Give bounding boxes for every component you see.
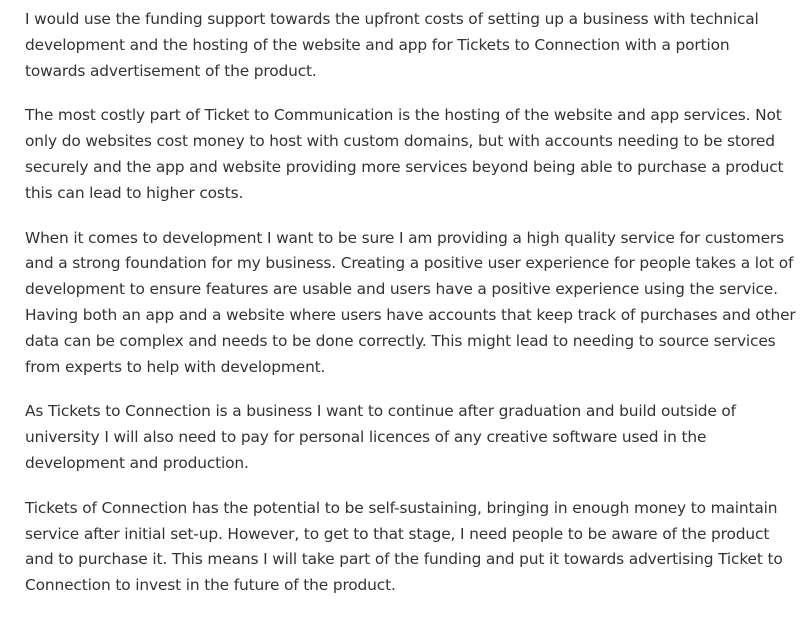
text-line: development and the hosting of the website and app for Tickets to Connection with a portion [25, 35, 730, 54]
text-line: securely and the app and website providing more services beyond being able to purchase a product [25, 157, 784, 176]
text-line: Connection to invest in the future of the product. [25, 576, 396, 595]
text-line: I would use the funding support towards the upfront costs of setting up a business with technical [25, 10, 759, 28]
paragraph-advertising [25, 496, 809, 599]
text-line: Having both an app and a website where users have accounts that keep track of purchases and other [25, 305, 796, 324]
text-line: As Tickets to Connection is a business I want to continue after graduation and build outside of [25, 402, 736, 421]
paragraph-hosting-costs [25, 103, 809, 206]
text-line: and a strong foundation for my business. Creating a positive user experience for people takes a lot of [25, 254, 794, 273]
text-line: only do websites cost money to host with custom domains, but with accounts needing to be stored [25, 132, 775, 151]
text-line: development and production. [25, 453, 249, 472]
text-line: and to purchase it. This means I will take part of the funding and put it towards advertising Ticket to [25, 550, 783, 569]
document-body [25, 7, 809, 618]
text-line: Tickets of Connection has the potential to be self-sustaining, bringing in enough money to maintain [25, 498, 778, 517]
paragraph-development [25, 226, 809, 381]
text-line: from experts to help with development. [25, 357, 326, 376]
text-line: towards advertisement of the product. [25, 61, 317, 80]
paragraph-software-licences [25, 399, 809, 476]
text-line: The most costly part of Ticket to Communication is the hosting of the website and app services. Not [25, 106, 782, 125]
text-line: service after initial set-up. However, to get to that stage, I need people to be aware of the product [25, 524, 770, 543]
text-line: When it comes to development I want to be sure I am providing a high quality service for customers [25, 228, 784, 247]
text-line: development to ensure features are usable and users have a positive experience using the service. [25, 280, 778, 299]
text-line: university I will also need to pay for personal licences of any creative software used in the [25, 428, 707, 447]
text-line: data can be complex and needs to be done correctly. This might lead to needing to source services [25, 331, 776, 350]
text-line: this can lead to higher costs. [25, 183, 244, 202]
paragraph-funding-use [25, 7, 809, 84]
